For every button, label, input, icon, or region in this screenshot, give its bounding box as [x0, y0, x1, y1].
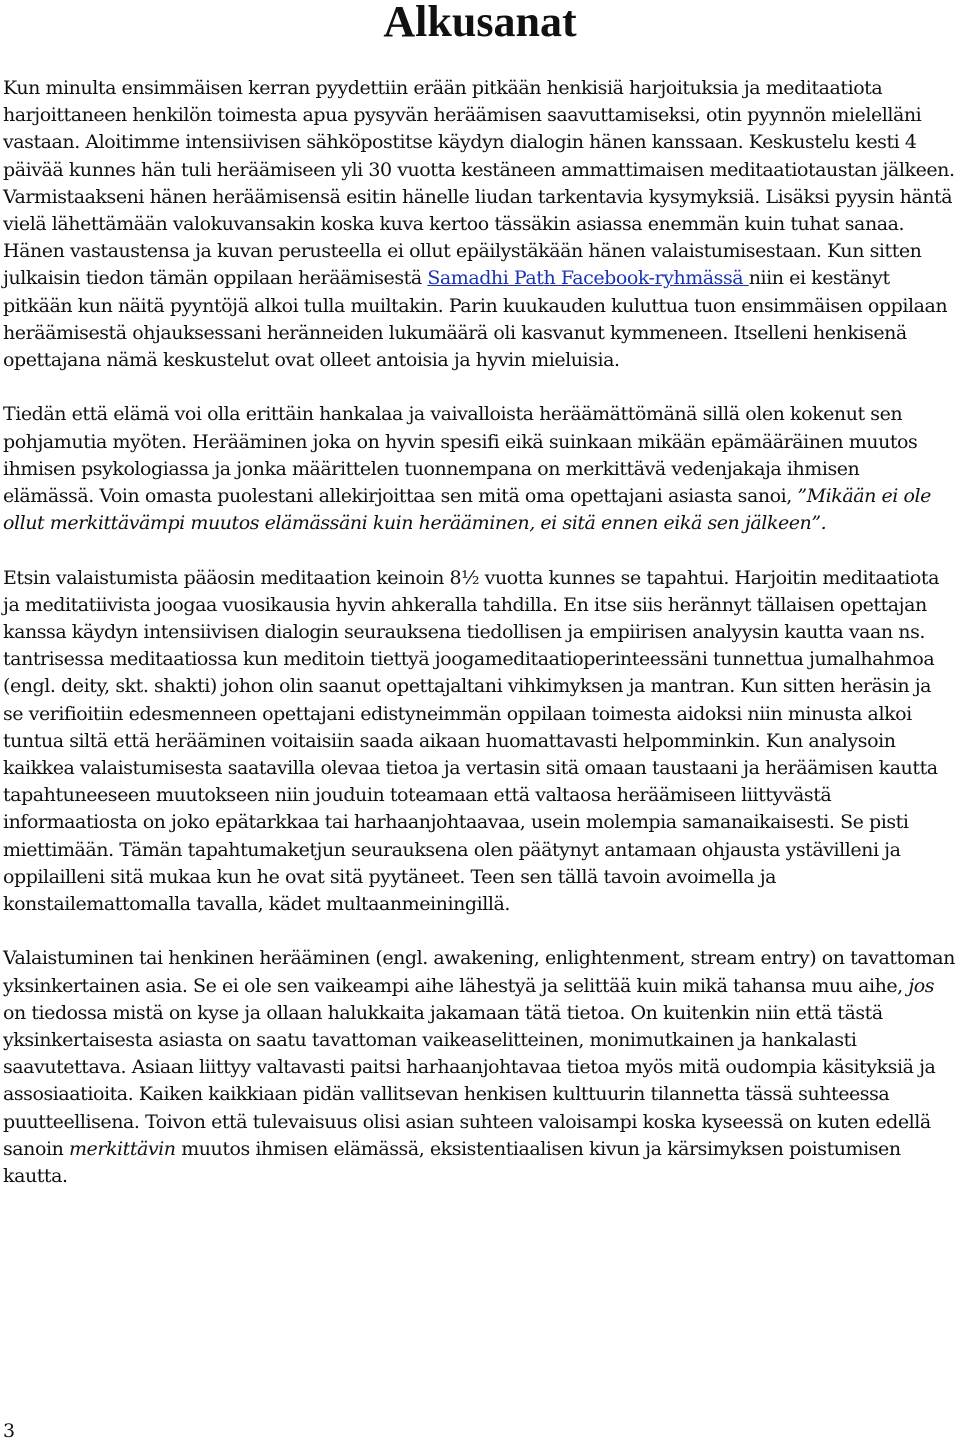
paragraph-2-text: Tiedän että elämä voi olla erittäin hankalaa ja vaivalloista heräämättömänä sillä olen kokenut sen pohjamutia myöten. Herääminen joka on hyvin spesifi eikä suinkaan mikään epämääräinen muutos ihmisen psykologiassa ja jonka määrittelen tuonnempana on merkittävä vedenjakaja ihmisen elämässä. Voin omasta puolestani allekirjoittaa sen mitä oma opettajani asiasta sanoi, — [3, 403, 918, 508]
paragraph-4 — [3, 945, 955, 1190]
teacher-quote: ”Mikään ei ole ollut merkittävämpi muutos elämässäni kuin herääminen, ei sitä ennen eikä sen jälkeen”. — [3, 485, 931, 535]
body-text — [3, 75, 955, 1217]
paragraph-1 — [3, 75, 955, 374]
paragraph-4-text-continued: on tiedossa mistä on kyse ja ollaan halukkaita jakamaan tätä tietoa. On kuitenkin niin että tästä yksinkertaisesta asiasta on saatu tavattoman vaikeaselitteinen, monimutkainen ja hankalasti saavutettava. Asiaan liittyy valtavasti paitsi harhaanjohtavaa tietoa myös mitä oudompia käsityksiä ja assosiaatioita. Kaiken kaikkiaan pidän vallitsevan henkisen kulttuurin tilannetta tässä suhteessa puutteellisena. Toivon että tulevaisuus olisi asian suhteen valoisampi koska kyseessä on kuten edellä sanoin — [3, 1001, 936, 1160]
page-title: Alkusanat — [383, 0, 577, 46]
samadhi-path-facebook-link[interactable]: Samadhi Path Facebook-ryhmässä — [427, 267, 749, 290]
paragraph-1-text: Kun minulta ensimmäisen kerran pyydettiin erään pitkään henkisiä harjoituksia ja meditaatiota harjoittaneen henkilön toimesta apua pysyvän heräämisen saavuttamiseksi, otin pyynnön mielelläni vastaan. Aloitimme intensiivisen sähköpostitse käydyn dialogin hänen kanssaan. Keskustelu kesti 4 päivää kunnes hän tuli heräämiseen yli 30 vuotta kestäneen ammattimaisen meditaatiotaustan jälkeen. Varmistaakseni hänen heräämisensä esitin hänelle liudan tarkentavia kysymyksiä. Lisäksi pyysin häntä vielä lähettämään valokuvansakin koska kuva kertoo tässäkin asiassa enemmän kuin tuhat sanaa. Hänen vastaustensa ja kuvan perusteella ei ollut epäilystäkään hänen valaistumisestaan. Kun sitten julkaisin tiedon tämän oppilaan heräämisestä — [3, 77, 955, 290]
paragraph-2 — [3, 401, 955, 537]
paragraph-4-text-end: muutos ihmisen elämässä, eksistentiaalisen kivun ja kärsimyksen poistumisen kautta. — [3, 1137, 901, 1188]
emphasis-merkittavin: merkittävin — [68, 1137, 176, 1160]
emphasis-jos: jos — [908, 974, 935, 997]
page-number: 3 — [3, 1420, 16, 1442]
paragraph-3-text: Etsin valaistumista pääosin meditaation keinoin 8½ vuotta kunnes se tapahtui. Harjoitin meditaatiota ja meditatiivista joogaa vuosikausia hyvin ahkeralla tahdilla. En itse siis herännyt tällaisen opettajan kanssa käydyn intensiivisen dialogin seurauksena tiedollisen ja empiirisen analyysin kautta vaan ns. tantrisessa meditaatiossa kun meditoin tiettyä joogameditaatioperinteessäni tunnettua jumalhahmoa (engl. deity, skt. shakti) johon olin saanut opettajaltani vihkimyksen ja mantran. Kun sitten heräsin ja se verifioitiin edesmenneen opettajani edistyneimmän oppilaan toimesta aidoksi niin minusta alkoi tuntua siltä että herääminen voitaisiin saada aikaan huomattavasti helpomminkin. Kun analysoin kaikkea valaistumisesta saatavilla olevaa tietoa ja vertasin sitä omaan taustaani ja heräämisen kautta tapahtuneeseen muutokseen niin jouduin toteamaan että valtaosa heräämiseen liittyvästä informaatiosta on joko epätarkkaa tai harhaanjohtaavaa, usein molempia samanaikaisesti. Se pisti miettimään. Tämän tapahtumaketjun seurauksena olen päätynyt antamaan ohjausta ystävilleni ja oppilailleni sitä mukaa kun he ovat sitä pyytäneet. Teen sen tällä tavoin avoimella ja konstailemattomalla tavalla, kädet multaanmeiningillä. — [3, 566, 939, 916]
paragraph-3 — [3, 565, 955, 919]
paragraph-1-text-continued: niin ei kestänyt pitkään kun näitä pyyntöjä alkoi tulla muiltakin. Parin kuukauden kuluttua tuon ensimmäisen oppilaan heräämisestä ohjauksessani heränneiden lukumäärä oli kasvanut kymmeneen. Itselleni henkisenä opettajana nämä keskustelut ovat olleet antoisia ja hyvin mieluisia. — [3, 267, 948, 372]
paragraph-4-text: Valaistuminen tai henkinen herääminen (engl. awakening, enlightenment, stream entry) on tavattoman yksinkertainen asia. Se ei ole sen vaikeampi aihe lähestyä ja selittää kuin mikä tahansa muu aihe, — [3, 947, 955, 997]
